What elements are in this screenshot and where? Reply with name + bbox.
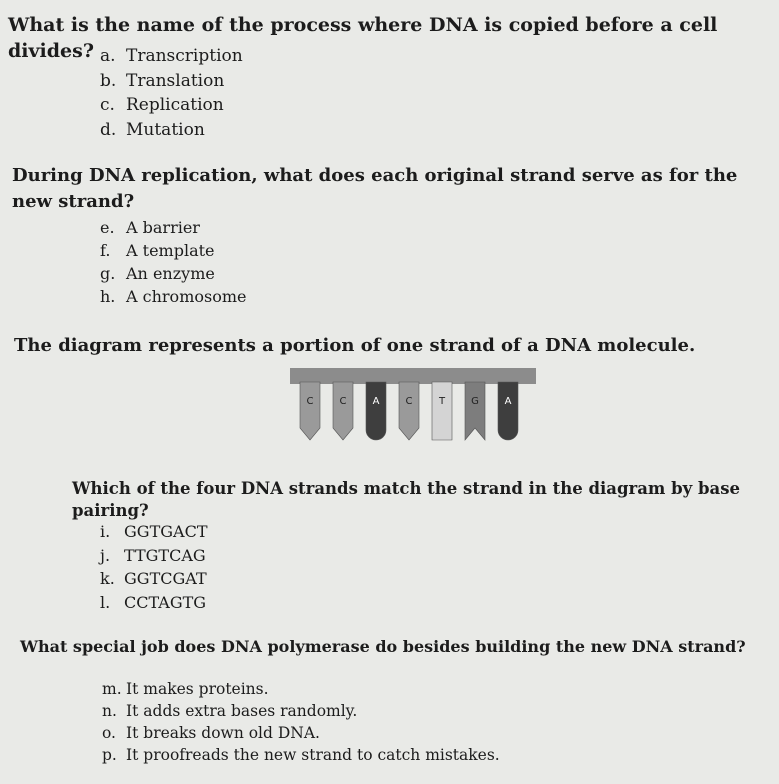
option-text: It makes proteins. <box>126 680 269 698</box>
option-text: TTGTCAG <box>124 545 206 565</box>
option-letter: g. <box>100 264 116 283</box>
option-letter: b. <box>100 70 117 91</box>
option-h[interactable] <box>100 285 246 308</box>
option-letter: m. <box>102 680 122 698</box>
option-d[interactable] <box>100 118 243 143</box>
option-letter: d. <box>100 119 117 140</box>
question-4-options <box>100 520 207 614</box>
option-g[interactable] <box>100 262 246 285</box>
option-m[interactable] <box>102 678 500 700</box>
question-2-prompt: During DNA replication, what does each original strand serve as for the new strand? <box>12 165 738 212</box>
option-text: It adds extra bases randomly. <box>126 702 358 720</box>
option-text: Mutation <box>126 119 205 140</box>
option-text: GGTGACT <box>124 522 208 541</box>
option-text: CCTAGTG <box>124 592 207 612</box>
option-p[interactable] <box>102 744 500 766</box>
option-letter: h. <box>100 287 116 306</box>
base-shape-c <box>300 382 320 440</box>
option-letter: k. <box>100 569 115 588</box>
option-o[interactable] <box>102 722 500 744</box>
option-text: GGTCGAT <box>124 569 207 588</box>
option-letter: f. <box>100 241 111 260</box>
option-n[interactable] <box>102 700 500 722</box>
option-letter: j. <box>100 545 111 565</box>
option-letter: e. <box>100 218 115 237</box>
base-shape-g <box>465 382 485 440</box>
option-e[interactable] <box>100 216 246 239</box>
option-letter: c. <box>100 95 115 115</box>
question-1-options <box>100 44 243 142</box>
option-text: It breaks down old DNA. <box>126 724 320 742</box>
option-c[interactable] <box>100 93 243 118</box>
question-5-prompt: What special job does DNA polymerase do besides building the new DNA strand? <box>20 637 746 656</box>
option-letter: p. <box>102 746 117 764</box>
question-3-prompt: The diagram represents a portion of one strand of a DNA molecule. <box>14 335 696 356</box>
base-shape-c <box>399 382 419 440</box>
base-label: A <box>504 396 512 407</box>
option-a[interactable] <box>100 44 243 69</box>
question-4-prompt: Which of the four DNA strands match the strand in the diagram by base pairing? <box>72 479 740 520</box>
base-shape-a <box>498 382 518 440</box>
dna-strand-diagram <box>290 368 536 446</box>
option-text: It proofreads the new strand to catch mistakes. <box>126 746 500 764</box>
option-l[interactable] <box>100 591 207 615</box>
question-1-prompt: What is the name of the process where DNA is copied before a cell divides? <box>8 14 718 62</box>
base-label: G <box>471 396 479 407</box>
option-i[interactable] <box>100 520 207 544</box>
base-shape-c <box>333 382 353 440</box>
option-b[interactable] <box>100 69 243 94</box>
option-f[interactable] <box>100 239 246 262</box>
sugar-phosphate-backbone <box>290 368 536 384</box>
question-5-options <box>102 678 500 766</box>
base-label: C <box>339 396 347 407</box>
option-letter: l. <box>100 592 111 612</box>
base-shape-t <box>432 382 452 440</box>
option-k[interactable] <box>100 567 207 591</box>
option-text: A template <box>126 241 215 260</box>
option-letter: i. <box>100 522 111 541</box>
option-text: Replication <box>126 95 224 115</box>
option-text: A barrier <box>126 218 200 237</box>
option-text: Transcription <box>126 46 243 66</box>
option-text: A chromosome <box>126 287 247 306</box>
base-shape-a <box>366 382 386 440</box>
option-letter: a. <box>100 46 116 66</box>
base-label: A <box>372 396 380 407</box>
option-letter: o. <box>102 724 116 742</box>
option-j[interactable] <box>100 544 207 568</box>
option-letter: n. <box>102 702 117 720</box>
option-text: An enzyme <box>126 264 215 283</box>
base-label: T <box>438 396 446 407</box>
base-label: C <box>306 396 314 407</box>
base-label: C <box>405 396 413 407</box>
question-2-options <box>100 216 246 308</box>
option-text: Translation <box>126 70 225 91</box>
